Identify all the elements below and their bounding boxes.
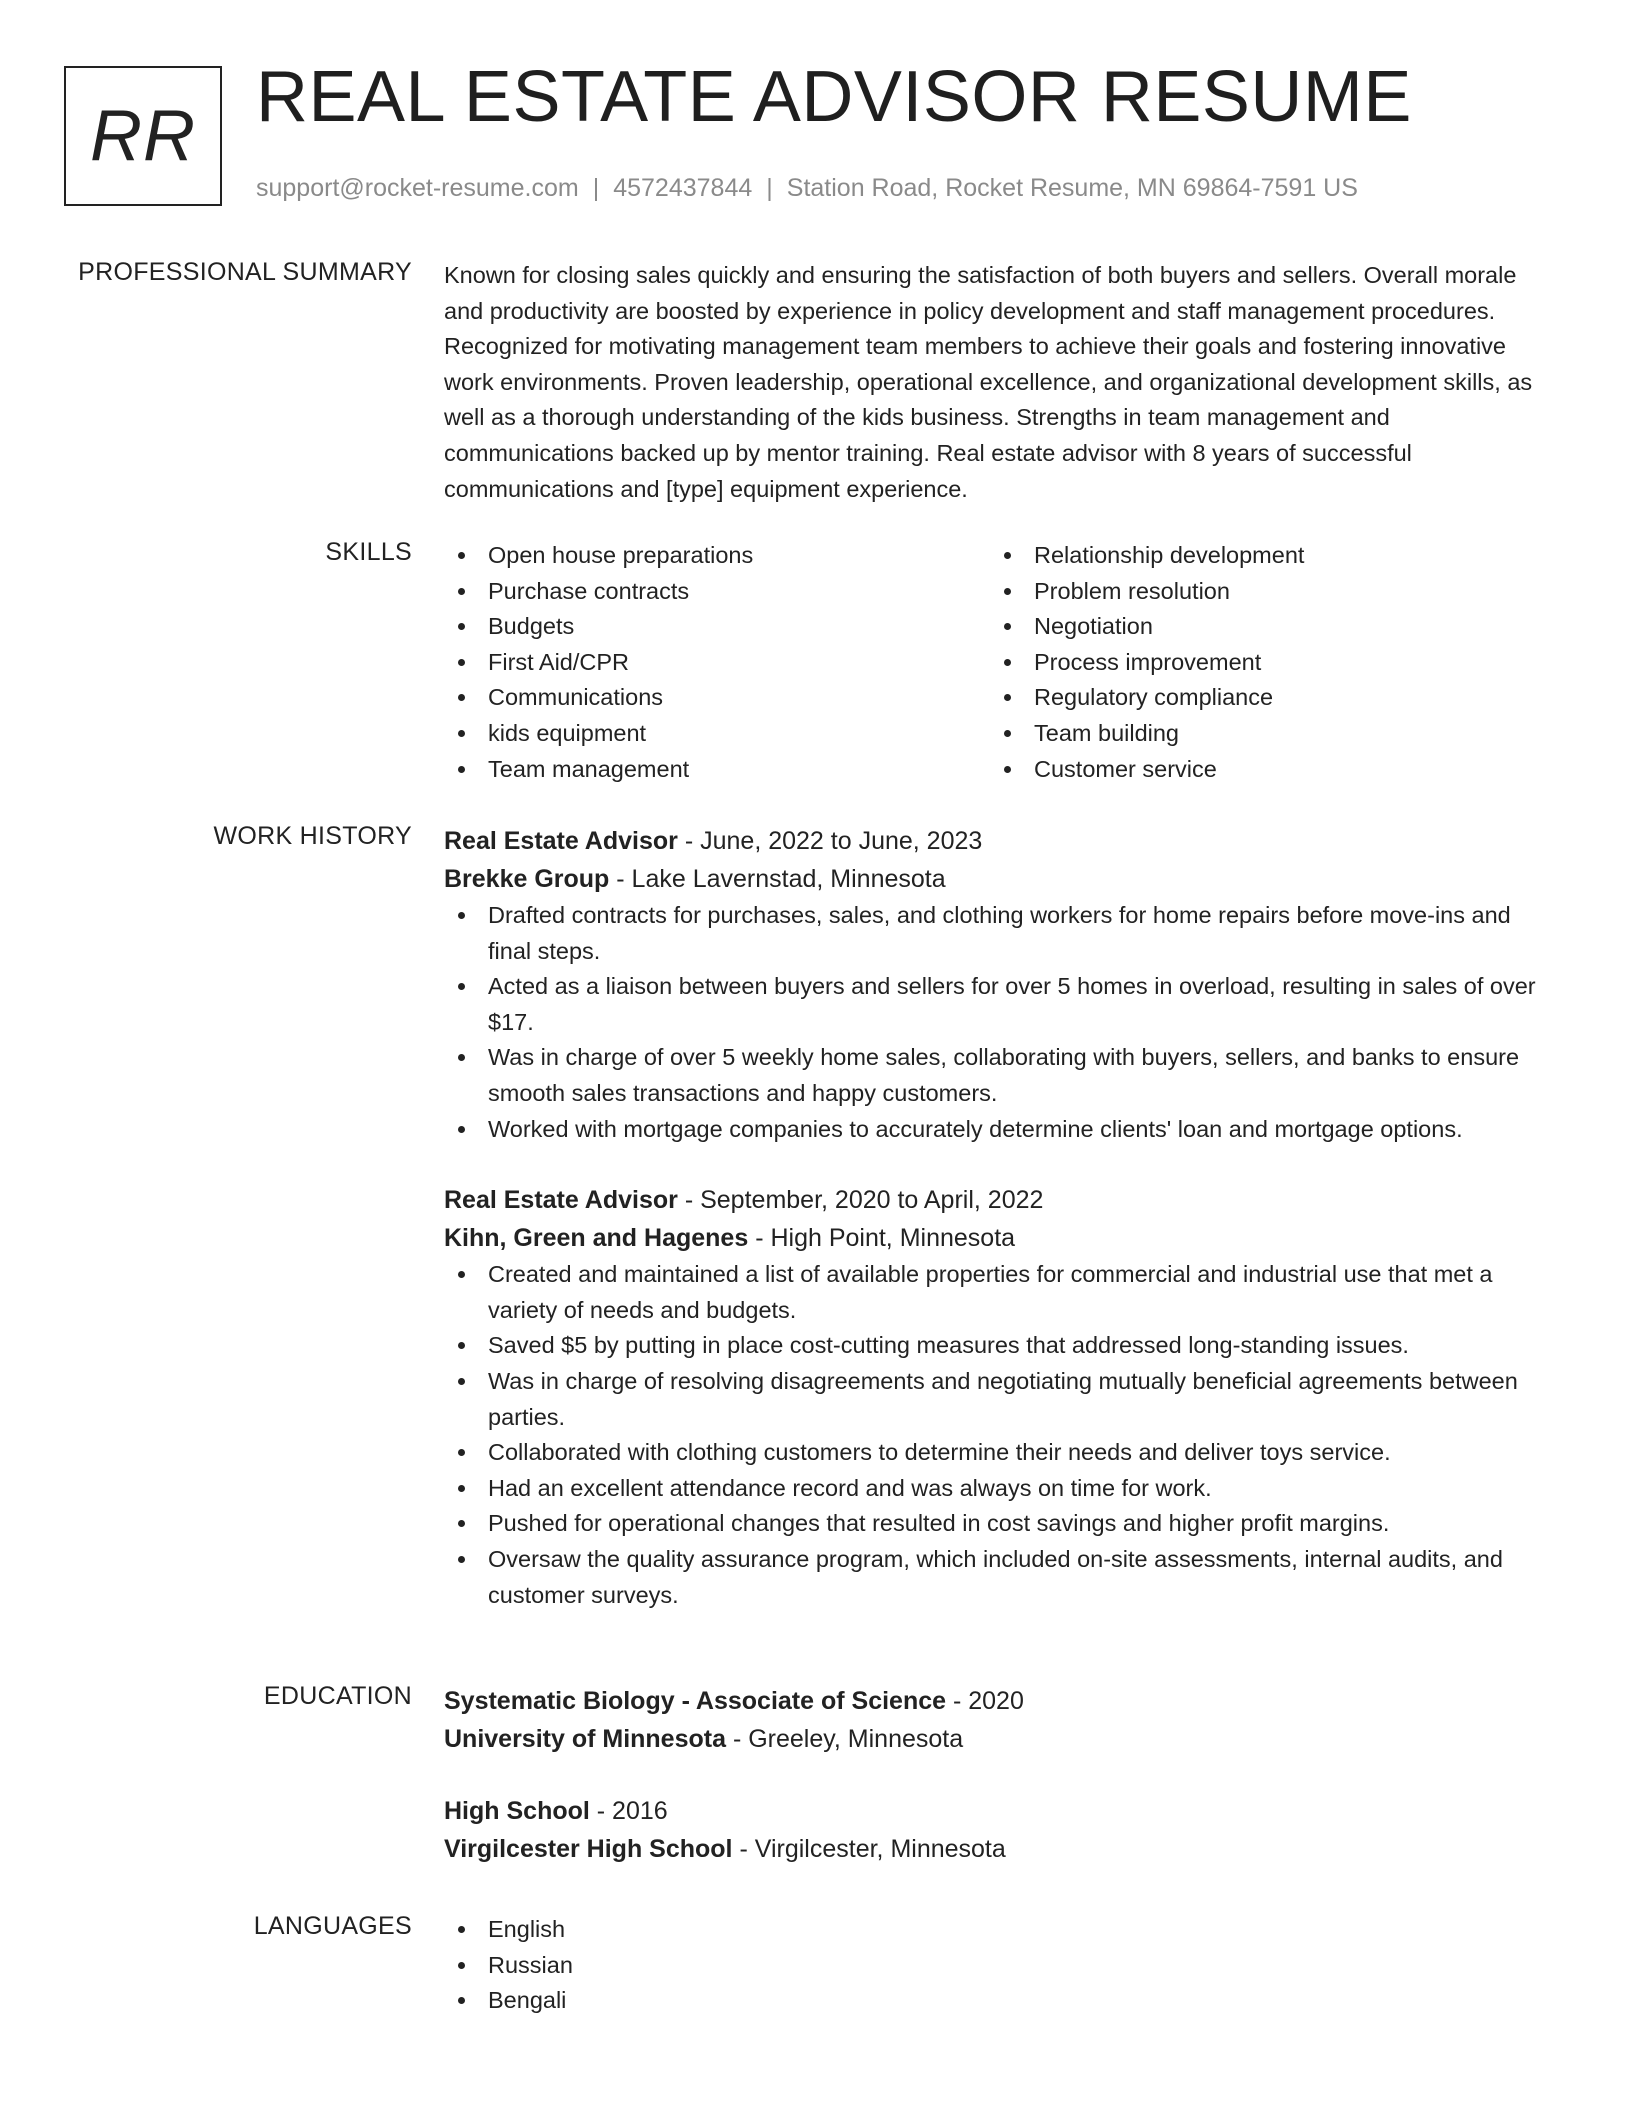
skill-item: Open house preparations: [444, 538, 990, 574]
summary-body: [444, 258, 1556, 507]
contact-address: Station Road, Rocket Resume, MN 69864-7591 US: [786, 174, 1358, 202]
education-school-line: [444, 1830, 1556, 1868]
education-school-line: [444, 1720, 1556, 1758]
skill-item: Regulatory compliance: [990, 680, 1536, 716]
education-year: - 2016: [589, 1797, 668, 1825]
skill-item: Process improvement: [990, 645, 1536, 681]
skill-item: kids equipment: [444, 716, 990, 752]
job-location: - High Point, Minnesota: [748, 1224, 1016, 1253]
job-title-line: [444, 1181, 1556, 1219]
job-bullet: Oversaw the quality assurance program, which included on-site assessments, internal audits, and customer surveys.: [444, 1542, 1556, 1613]
section-label-summary: PROFESSIONAL SUMMARY: [78, 258, 412, 286]
skill-item: Communications: [444, 680, 990, 716]
skills-list-left: [444, 538, 990, 787]
languages-list: [444, 1912, 1556, 2019]
resume-title: REAL ESTATE ADVISOR RESUME: [256, 57, 1412, 137]
education-body: [444, 1682, 1556, 1868]
contact-separator: |: [766, 174, 773, 202]
education-entry: [444, 1792, 1556, 1868]
job-bullet: Had an excellent attendance record and was always on time for work.: [444, 1471, 1556, 1507]
job-bullet: Saved $5 by putting in place cost-cutting measures that addressed long-standing issues.: [444, 1328, 1556, 1364]
skill-item: Relationship development: [990, 538, 1536, 574]
skill-item: Problem resolution: [990, 574, 1536, 610]
monogram-logo: RR: [64, 66, 222, 206]
contact-email: support@rocket-resume.com: [256, 174, 579, 202]
job-title: Real Estate Advisor: [444, 1186, 678, 1215]
job-company: Brekke Group: [444, 865, 610, 893]
job-bullet: Was in charge of over 5 weekly home sales, collaborating with buyers, sellers, and banks to ensure smooth sales transactions and happy customers.: [444, 1040, 1556, 1111]
skill-item: Team building: [990, 716, 1536, 752]
job-bullet: Worked with mortgage companies to accurately determine clients' loan and mortgage options.: [444, 1112, 1556, 1148]
languages-body: [444, 1912, 1556, 2019]
job-company-line: [444, 1219, 1556, 1257]
education-entry: [444, 1682, 1556, 1758]
education-degree-line: [444, 1792, 1556, 1830]
skill-item: Budgets: [444, 609, 990, 645]
section-label-education: EDUCATION: [263, 1682, 412, 1710]
skill-item: Team management: [444, 752, 990, 788]
job-company: Kihn, Green and Hagenes: [444, 1224, 749, 1253]
summary-text: Known for closing sales quickly and ensuring the satisfaction of both buyers and sellers. Overall morale and productivity are boosted by experience in policy development and staff management procedures. Recognized for motivating management team members to achieve their goals and fostering innovative work environments. Proven leadership, operational excellence, and organizational development skills, as well as a thorough understanding of the kids business. Strengths in team management and communications backed up by mentor training. Real estate advisor with 8 years of successful communications and [type] equipment experience.: [444, 262, 1533, 502]
job-bullets: [444, 898, 1556, 1147]
job-bullets: [444, 1257, 1556, 1613]
education-school: Virgilcester High School: [444, 1835, 733, 1863]
language-item: Russian: [444, 1948, 1556, 1984]
job-dates: - June, 2022 to June, 2023: [677, 827, 983, 855]
education-location: - Virgilcester, Minnesota: [732, 1835, 1006, 1863]
skill-item: First Aid/CPR: [444, 645, 990, 681]
section-label-languages: LANGUAGES: [253, 1912, 412, 1940]
contact-phone: 4572437844: [613, 174, 753, 202]
job-bullet: Pushed for operational changes that resulted in cost savings and higher profit margins.: [444, 1506, 1556, 1542]
job-bullet: Drafted contracts for purchases, sales, and clothing workers for home repairs before move-ins and final steps.: [444, 898, 1556, 969]
job-bullet: Created and maintained a list of available properties for commercial and industrial use that met a variety of needs and budgets.: [444, 1257, 1556, 1328]
job-entry: [444, 822, 1556, 1147]
skill-item: Purchase contracts: [444, 574, 990, 610]
skill-item: Negotiation: [990, 609, 1536, 645]
education-school: University of Minnesota: [444, 1725, 726, 1753]
contact-line: [256, 174, 1358, 203]
language-item: English: [444, 1912, 1556, 1948]
skill-item: Customer service: [990, 752, 1536, 788]
language-item: Bengali: [444, 1983, 1556, 2019]
education-year: - 2020: [946, 1687, 1024, 1715]
job-bullet: Was in charge of resolving disagreements and negotiating mutually beneficial agreements between parties.: [444, 1364, 1556, 1435]
job-location: - Lake Lavernstad, Minnesota: [609, 865, 946, 893]
skills-grid: [444, 538, 1556, 787]
education-degree: High School: [444, 1797, 590, 1825]
job-title: Real Estate Advisor: [444, 827, 678, 855]
work-history-body: [444, 822, 1556, 1613]
job-bullet: Acted as a liaison between buyers and sellers for over 5 homes in overload, resulting in sales of over $17.: [444, 969, 1556, 1040]
section-label-work-history: WORK HISTORY: [213, 822, 412, 850]
education-degree: Systematic Biology - Associate of Science: [444, 1687, 947, 1715]
education-degree-line: [444, 1682, 1556, 1720]
job-company-line: [444, 860, 1556, 898]
contact-separator: |: [592, 174, 600, 202]
skills-list-right: [990, 538, 1536, 787]
section-label-skills: SKILLS: [325, 538, 412, 566]
job-entry: [444, 1181, 1556, 1613]
job-title-line: [444, 822, 1556, 860]
education-location: - Greeley, Minnesota: [726, 1725, 964, 1753]
job-bullet: Collaborated with clothing customers to determine their needs and deliver toys service.: [444, 1435, 1556, 1471]
job-dates: - September, 2020 to April, 2022: [677, 1186, 1044, 1215]
